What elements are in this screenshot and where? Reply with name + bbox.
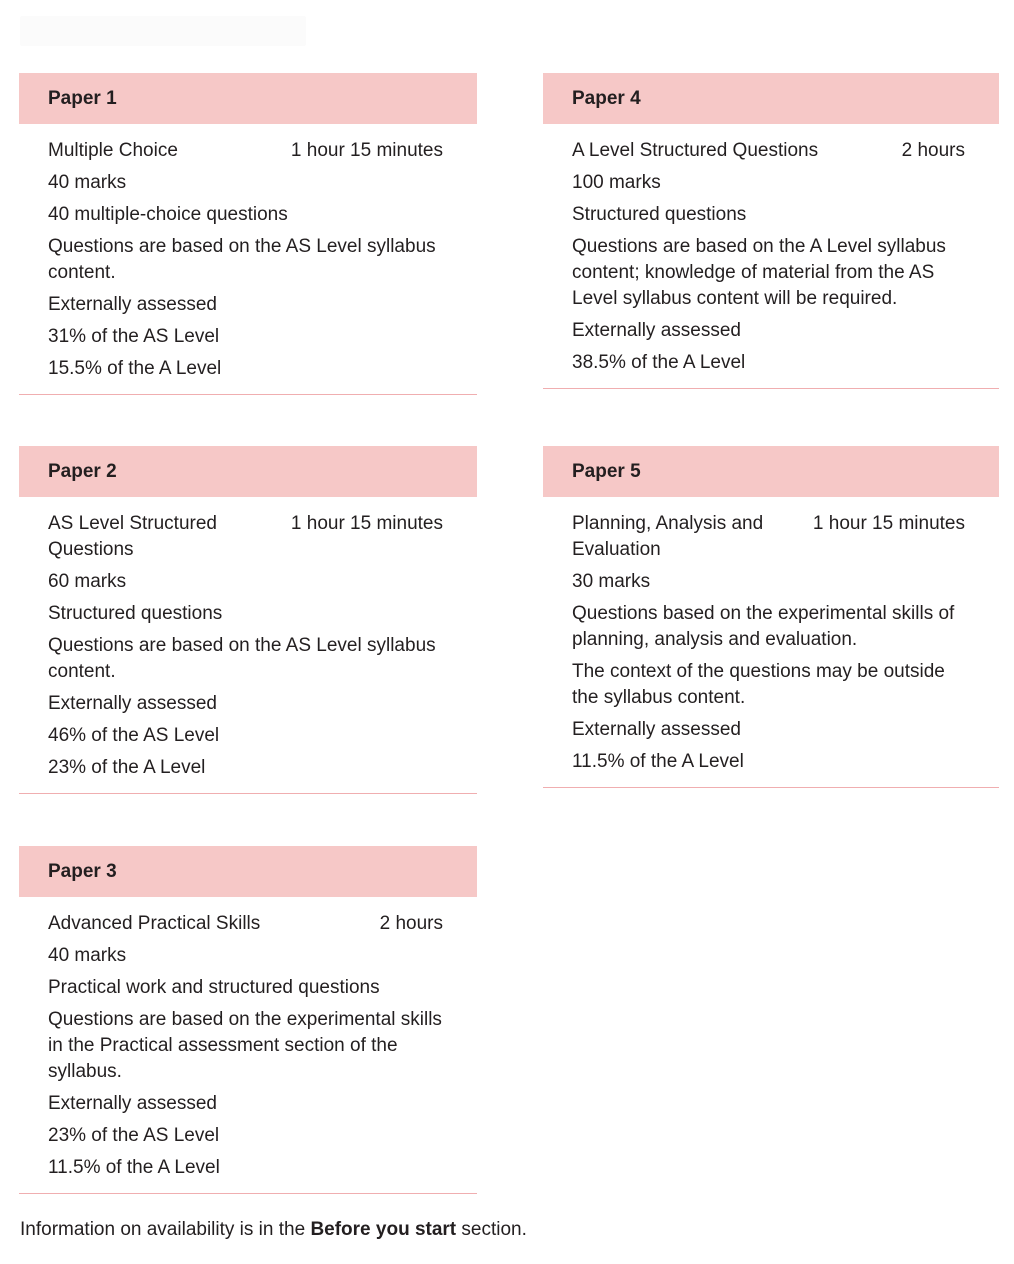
assessment: Externally assessed xyxy=(48,294,217,315)
component-name: Planning, Analysis and Evaluation xyxy=(572,513,764,560)
duration: 2 hours xyxy=(379,913,443,934)
assessment: Externally assessed xyxy=(48,693,217,714)
a-weighting: 23% of the A Level xyxy=(48,757,206,778)
duration: 1 hour 15 minutes xyxy=(812,513,965,534)
context-note: The context of the questions may be outside the syllabus content. xyxy=(572,661,945,708)
duration: 2 hours xyxy=(901,140,965,161)
a-weighting: 11.5% of the A Level xyxy=(48,1157,220,1178)
paper-5-card xyxy=(543,446,999,788)
availability-note xyxy=(20,1219,527,1241)
footer-text-end: section. xyxy=(456,1219,527,1240)
paper-3-card xyxy=(19,846,477,1194)
a-weighting: 38.5% of the A Level xyxy=(572,352,746,373)
content-basis: Questions are based on the AS Level syllabus content. xyxy=(48,236,436,283)
component-name: AS Level Structured Questions xyxy=(48,513,217,560)
marks: 100 marks xyxy=(572,172,661,193)
as-weighting: 31% of the AS Level xyxy=(48,326,220,347)
paper-title: Paper 5 xyxy=(543,446,999,497)
marks: 40 marks xyxy=(48,172,127,193)
a-weighting: 11.5% of the A Level xyxy=(572,751,744,772)
content-basis: Questions are based on the experimental skills in the Practical assessment section of the syllabus. xyxy=(48,1009,442,1082)
duration: 1 hour 15 minutes xyxy=(290,513,443,534)
paper-2-card xyxy=(19,446,477,794)
before-you-start-reference: Before you start xyxy=(310,1219,457,1240)
marks: 40 marks xyxy=(48,945,127,966)
paper-1-card xyxy=(19,73,477,395)
question-type: Practical work and structured questions xyxy=(48,977,380,998)
marks: 60 marks xyxy=(48,571,127,592)
component-name: Advanced Practical Skills xyxy=(48,913,261,934)
as-weighting: 23% of the AS Level xyxy=(48,1125,220,1146)
paper-title: Paper 3 xyxy=(19,846,477,897)
paper-title: Paper 1 xyxy=(19,73,477,124)
content-basis: Questions are based on the AS Level syllabus content. xyxy=(48,635,436,682)
paper-title: Paper 2 xyxy=(19,446,477,497)
question-type: 40 multiple-choice questions xyxy=(48,204,288,225)
paper-title: Paper 4 xyxy=(543,73,999,124)
marks: 30 marks xyxy=(572,571,651,592)
content-basis: Questions are based on the A Level syllabus content; knowledge of material from the AS Level syllabus content will be required. xyxy=(572,236,946,309)
as-weighting: 46% of the AS Level xyxy=(48,725,220,746)
faded-heading xyxy=(20,16,306,46)
a-weighting: 15.5% of the A Level xyxy=(48,358,222,379)
component-name: Multiple Choice xyxy=(48,140,178,161)
assessment: Externally assessed xyxy=(572,719,741,740)
assessment: Externally assessed xyxy=(572,320,741,341)
footer-text: Information on availability is in the xyxy=(20,1219,311,1240)
component-name: A Level Structured Questions xyxy=(572,140,819,161)
assessment: Externally assessed xyxy=(48,1093,217,1114)
content-basis: Questions based on the experimental skills of planning, analysis and evaluation. xyxy=(572,603,955,650)
question-type: Structured questions xyxy=(48,603,223,624)
duration: 1 hour 15 minutes xyxy=(290,140,443,161)
question-type: Structured questions xyxy=(572,204,747,225)
paper-4-card xyxy=(543,73,999,389)
